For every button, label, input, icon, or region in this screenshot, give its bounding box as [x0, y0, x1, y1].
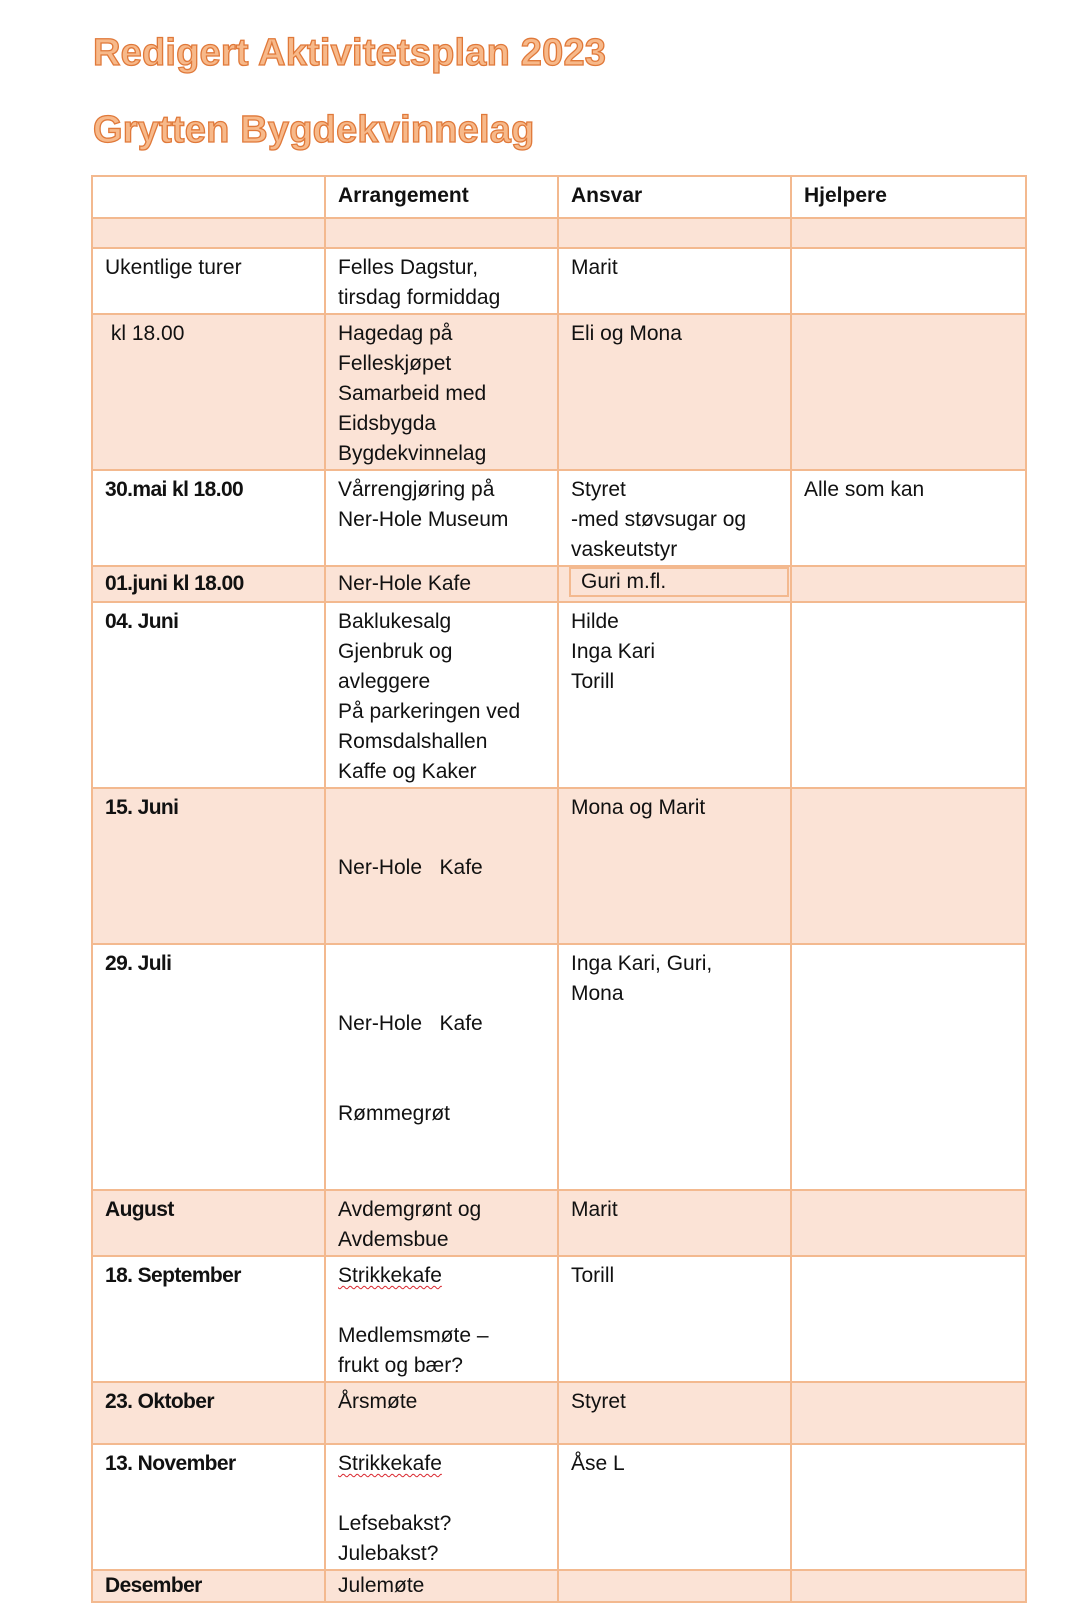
arrangement-line: Rømmegrøt	[338, 1102, 450, 1125]
ansvar-cell	[558, 602, 791, 788]
hjelpere-cell	[791, 1382, 1026, 1444]
table-row	[92, 1444, 1026, 1570]
table-row	[92, 1190, 1026, 1256]
hjelpere-cell	[791, 1190, 1026, 1256]
arrangement-line: Avdemsbue	[338, 1228, 449, 1251]
ansvar-line: -med støvsugar og	[571, 508, 747, 531]
ansvar-cell	[558, 1382, 791, 1444]
arrangement-line: Ner-Hole Kafe	[338, 1012, 483, 1035]
arrangement-cell	[325, 944, 558, 1190]
hjelpere-cell	[791, 1444, 1026, 1570]
ansvar-cell	[558, 1256, 791, 1382]
ansvar-cell	[558, 314, 791, 470]
arrangement-line	[338, 1291, 545, 1321]
table-row	[92, 314, 1026, 470]
arrangement-line: Ner-Hole Museum	[338, 508, 509, 531]
document-subtitle: Grytten Bygdekvinnelag	[93, 109, 535, 151]
ansvar-cell	[558, 248, 791, 314]
arrangement-cell	[325, 314, 558, 470]
arrangement-line: tirsdag formiddag	[338, 286, 501, 309]
arrangement-cell	[325, 1256, 558, 1382]
date-cell: 30.mai kl 18.00	[92, 470, 325, 566]
arrangement-line: På parkeringen ved	[338, 700, 521, 723]
arrangement-line: frukt og bær?	[338, 1354, 463, 1377]
arrangement-line: Romsdalshallen	[338, 730, 488, 753]
activity-table	[91, 175, 1027, 1603]
table-row	[92, 566, 1026, 602]
ansvar-line: Inga Kari	[571, 640, 656, 663]
table-header-row	[92, 176, 1026, 218]
table-row	[92, 1256, 1026, 1382]
arrangement-line: Ner-Hole Kafe	[338, 856, 483, 879]
column-header-arrangement: Arrangement	[325, 176, 558, 218]
document-title: Redigert Aktivitetsplan 2023	[93, 32, 607, 74]
arrangement-line: Eidsbygda	[338, 412, 437, 435]
arrangement-cell	[325, 566, 558, 602]
date-cell: Ukentlige turer	[92, 248, 325, 314]
hjelpere-cell	[791, 602, 1026, 788]
date-cell: 04. Juni	[92, 602, 325, 788]
arrangement-line: Felles Dagstur,	[338, 256, 479, 279]
date-cell: Desember	[92, 1570, 325, 1602]
arrangement-line: Strikkekafe	[338, 1264, 442, 1287]
ansvar-line: Inga Kari, Guri,	[571, 952, 713, 975]
hjelpere-cell	[791, 218, 1026, 248]
hjelpere-cell	[791, 1256, 1026, 1382]
ansvar-line: Mona og Marit	[571, 796, 706, 819]
ansvar-line: Styret	[571, 1390, 626, 1413]
ansvar-cell	[558, 1570, 791, 1602]
arrangement-line: Samarbeid med	[338, 382, 487, 405]
hjelpere-cell	[791, 788, 1026, 944]
column-header-ansvar: Ansvar	[558, 176, 791, 218]
table-row	[92, 602, 1026, 788]
arrangement-line: avleggere	[338, 670, 431, 693]
date-cell: August	[92, 1190, 325, 1256]
arrangement-cell	[325, 470, 558, 566]
arrangement-line: Hagedag på	[338, 322, 453, 345]
date-cell: 15. Juni	[92, 788, 325, 944]
table-row	[92, 1570, 1026, 1602]
arrangement-line: Årsmøte	[338, 1390, 418, 1413]
arrangement-line: Baklukesalg	[338, 610, 452, 633]
date-cell: 23. Oktober	[92, 1382, 325, 1444]
ansvar-line: Marit	[571, 256, 618, 279]
ansvar-cell	[558, 218, 791, 248]
arrangement-line: Felleskjøpet	[338, 352, 452, 375]
ansvar-cell	[558, 944, 791, 1190]
date-cell: 13. November	[92, 1444, 325, 1570]
ansvar-cell	[558, 566, 791, 602]
table-row	[92, 944, 1026, 1190]
arrangement-cell	[325, 1190, 558, 1256]
ansvar-line: Eli og Mona	[571, 322, 682, 345]
hjelpere-cell: Alle som kan	[791, 470, 1026, 566]
arrangement-line: Julemøte	[338, 1574, 425, 1597]
date-cell	[92, 218, 325, 248]
arrangement-cell	[325, 1444, 558, 1570]
arrangement-cell	[325, 1382, 558, 1444]
ansvar-line: Mona	[571, 982, 624, 1005]
hjelpere-cell	[791, 1570, 1026, 1602]
arrangement-cell	[325, 248, 558, 314]
ansvar-line: Torill	[571, 670, 615, 693]
date-cell: 01.juni kl 18.00	[92, 566, 325, 602]
arrangement-line: Gjenbruk og	[338, 640, 453, 663]
date-cell: kl 18.00	[92, 314, 325, 470]
date-cell: 18. September	[92, 1256, 325, 1382]
hjelpere-cell	[791, 944, 1026, 1190]
ansvar-line: Guri m.fl.	[569, 567, 789, 597]
arrangement-cell	[325, 602, 558, 788]
table-row	[92, 1382, 1026, 1444]
table-row	[92, 218, 1026, 248]
ansvar-cell	[558, 470, 791, 566]
ansvar-line: Styret	[571, 478, 626, 501]
arrangement-cell	[325, 788, 558, 944]
arrangement-line: Medlemsmøte –	[338, 1324, 489, 1347]
table-row	[92, 248, 1026, 314]
arrangement-line: Ner-Hole Kafe	[338, 572, 472, 595]
arrangement-cell	[325, 1570, 558, 1602]
table-row	[92, 470, 1026, 566]
arrangement-cell	[325, 218, 558, 248]
arrangement-line: Lefsebakst?	[338, 1512, 452, 1535]
ansvar-line: Torill	[571, 1264, 615, 1287]
arrangement-line: Kaffe og Kaker	[338, 760, 477, 783]
hjelpere-cell	[791, 566, 1026, 602]
arrangement-line: Bygdekvinnelag	[338, 442, 487, 465]
arrangement-line	[338, 1479, 545, 1509]
ansvar-cell	[558, 1444, 791, 1570]
ansvar-cell	[558, 1190, 791, 1256]
date-cell: 29. Juli	[92, 944, 325, 1190]
arrangement-line: Strikkekafe	[338, 1452, 442, 1475]
hjelpere-cell	[791, 248, 1026, 314]
table-row	[92, 788, 1026, 944]
arrangement-line: Vårrengjøring på	[338, 478, 495, 501]
ansvar-line: vaskeutstyr	[571, 538, 678, 561]
arrangement-line: Julebakst?	[338, 1542, 439, 1565]
ansvar-cell	[558, 788, 791, 944]
column-header-date	[92, 176, 325, 218]
ansvar-line: Hilde	[571, 610, 619, 633]
ansvar-line: Åse L	[571, 1452, 625, 1475]
hjelpere-cell	[791, 314, 1026, 470]
ansvar-line: Marit	[571, 1198, 618, 1221]
arrangement-line: Avdemgrønt og	[338, 1198, 482, 1221]
column-header-hjelpere: Hjelpere	[791, 176, 1026, 218]
